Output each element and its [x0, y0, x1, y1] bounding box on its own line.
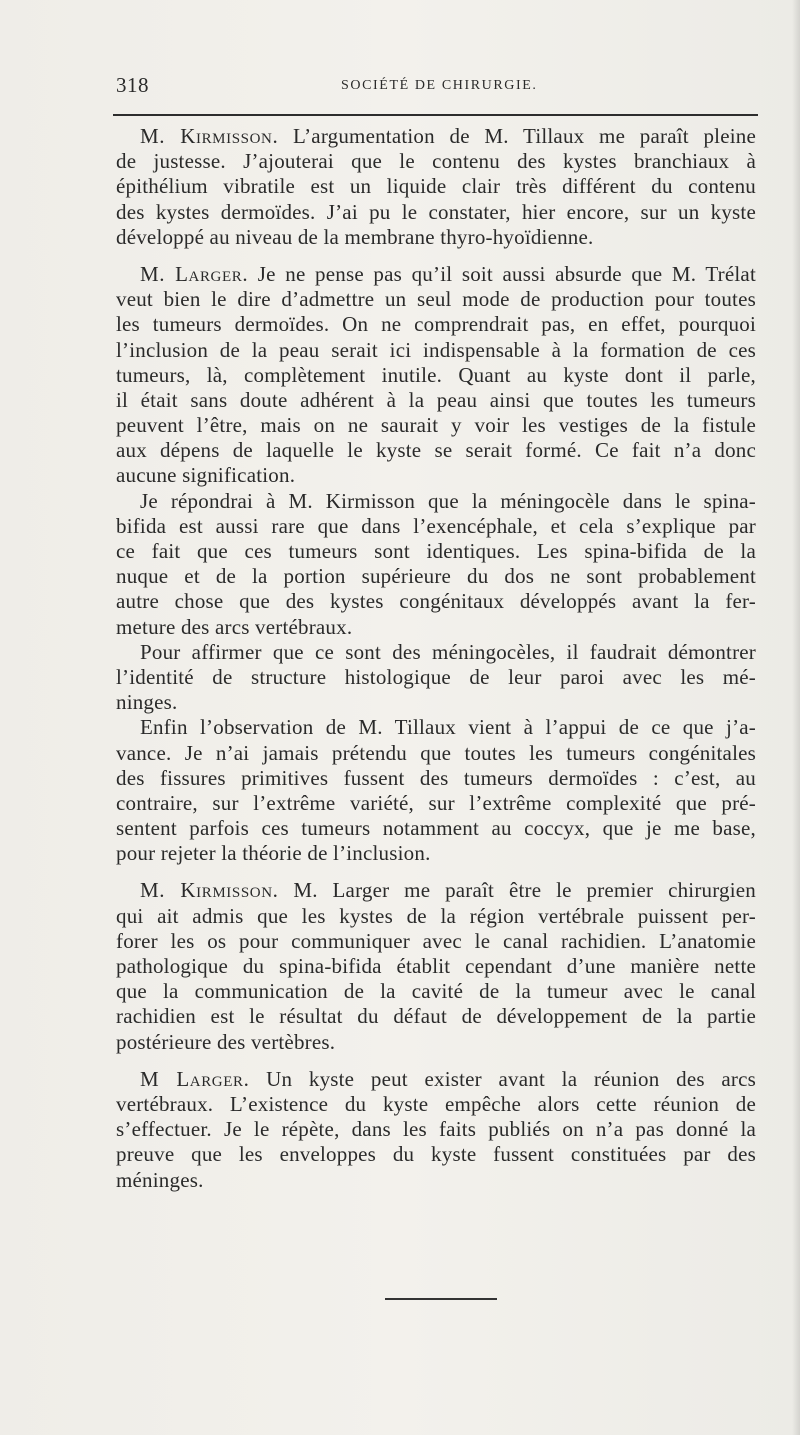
- text-line: l’identité de structure histologique de leur paroi avec les mé-: [116, 664, 756, 689]
- text-line: bifida est aussi rare que dans l’exencéphale, et cela s’explique par: [116, 513, 756, 538]
- text-line: ce fait que ces tumeurs sont identiques. Les spina-bifida de la: [116, 539, 756, 563]
- text-line: développé au niveau de la membrane thyro-hyoïdienne.: [116, 224, 594, 249]
- text-line: les tumeurs dermoïdes. On ne comprendrait pas, en effet, pourquoi: [116, 312, 756, 337]
- text-line: autre chose que des kystes congénitaux développés avant la fer-: [116, 589, 756, 614]
- text-line: aucune signification.: [116, 463, 296, 488]
- speaker-name: M. Kirmisson.: [140, 124, 279, 148]
- text-line: sentent parfois ces tumeurs notamment au coccyx, que je me base,: [116, 816, 756, 841]
- text-line: meture des arcs vertébraux.: [116, 614, 353, 639]
- text-line: vertébraux. L’existence du kyste empêche alors cette réunion de: [116, 1091, 756, 1116]
- text-line: vance. Je n’ai jamais prétendu que toutes les tumeurs congénitales: [116, 740, 756, 765]
- text-line: forer les os pour communiquer avec le canal rachidien. L’anatomie: [116, 928, 756, 953]
- text-line: aux dépens de laquelle le kyste se serait formé. Ce fait n’a donc: [116, 438, 756, 463]
- text-line: M. Kirmisson. M. Larger me paraît être le premier chirurgien: [140, 878, 756, 903]
- speaker-name: M. Larger.: [140, 261, 249, 286]
- paragraph: [116, 878, 756, 1054]
- text-line: postérieure des vertèbres.: [116, 1029, 336, 1054]
- text-line: M. Larger. Je ne pense pas qu’il soit aussi absurde que M. Trélat: [140, 261, 756, 286]
- page-header: [116, 73, 756, 99]
- paragraph: [116, 1067, 756, 1193]
- text-line: peuvent l’être, mais on ne saurait y voir les vestiges de la fistule: [116, 413, 756, 438]
- speaker-name: M. Kirmisson.: [140, 878, 279, 903]
- body-text: [116, 124, 756, 1193]
- section-end-rule: [385, 1298, 497, 1300]
- text-line: tumeurs, là, complètement inutile. Quant au kyste dont il parle,: [116, 362, 756, 387]
- text-line: pour rejeter la théorie de l’inclusion.: [116, 841, 431, 866]
- running-head: SOCIÉTÉ DE CHIRURGIE.: [341, 78, 538, 93]
- text-line: de justesse. J’ajouterai que le contenu des kystes branchiaux à: [116, 149, 756, 174]
- text-line: ninges.: [116, 690, 178, 715]
- text-line: veut bien le dire d’admettre un seul mode de production pour toutes: [116, 287, 756, 312]
- page-number: 318: [116, 73, 149, 97]
- text-line: qui ait admis que les kystes de la région vertébrale puissent per-: [116, 903, 756, 928]
- text-line: s’effectuer. Je le répète, dans les faits publiés on n’a pas donné la: [116, 1117, 756, 1142]
- paragraph: [116, 262, 756, 489]
- paragraph-gap: [116, 250, 756, 262]
- page-edge-shadow: [792, 0, 800, 1435]
- text-line: Enfin l’observation de M. Tillaux vient à l’appui de ce que j’a-: [140, 715, 756, 740]
- text-line: Pour affirmer que ce sont des méningocèles, il faudrait démontrer: [140, 639, 756, 664]
- text-line: Je répondrai à M. Kirmisson que la méningocèle dans le spina-: [140, 488, 756, 513]
- text-line: M. Kirmisson. L’argumentation de M. Tillaux me paraît pleine: [140, 124, 756, 148]
- text-line: pathologique du spina-bifida établit cependant d’une manière nette: [116, 954, 756, 978]
- header-rule: [113, 114, 758, 116]
- text-line: que la communication de la cavité de la tumeur avec le canal: [116, 979, 756, 1004]
- text-line: l’inclusion de la peau serait ici indispensable à la formation de ces: [116, 337, 756, 362]
- paragraph-gap: [116, 1055, 756, 1067]
- text-line: des fissures primitives fussent des tumeurs dermoïdes : c’est, au: [116, 765, 756, 790]
- paragraph: [116, 640, 756, 716]
- paragraph: [116, 124, 756, 250]
- text-line: des kystes dermoïdes. J’ai pu le constater, hier encore, sur un kyste: [116, 199, 756, 224]
- text-line: nuque et de la portion supérieure du dos ne sont probablement: [116, 564, 756, 589]
- paragraph-gap: [116, 866, 756, 878]
- text-line: épithélium vibratile est un liquide clair très différent du contenu: [116, 174, 756, 199]
- paragraph: [116, 489, 756, 640]
- text-line: méninges.: [116, 1167, 204, 1192]
- text-line: M Larger. Un kyste peut exister avant la réunion des arcs: [140, 1066, 756, 1091]
- text-line: preuve que les enveloppes du kyste fussent constituées par des: [116, 1142, 756, 1167]
- speaker-name: M Larger.: [140, 1066, 250, 1091]
- text-line: contraire, sur l’extrême variété, sur l’extrême complexité que pré-: [116, 790, 756, 815]
- text-line: rachidien est le résultat du défaut de développement de la partie: [116, 1004, 756, 1029]
- text-line: il était sans doute adhérent à la peau ainsi que toutes les tumeurs: [116, 387, 756, 412]
- paragraph: [116, 715, 756, 866]
